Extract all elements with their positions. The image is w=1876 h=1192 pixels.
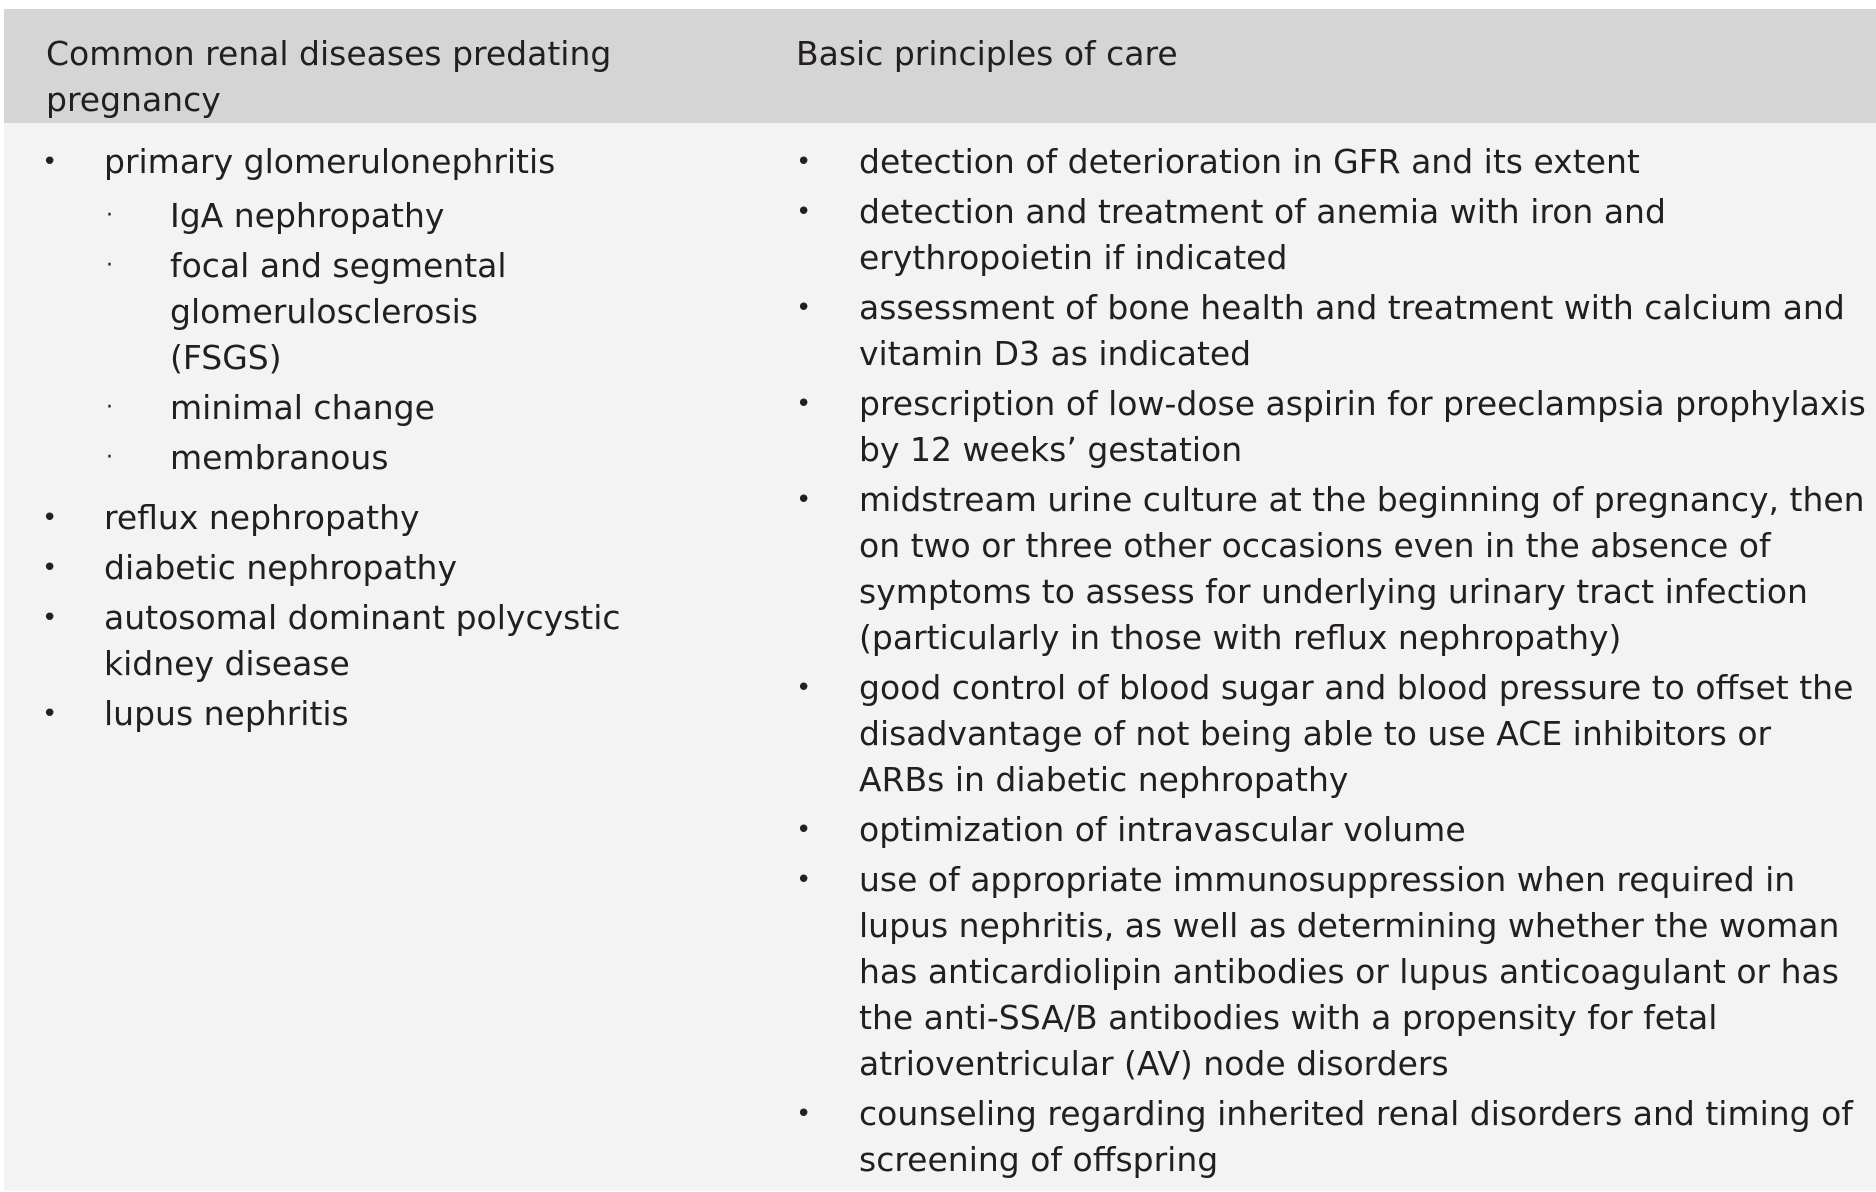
disease-label: diabetic nephropathy <box>104 548 457 587</box>
sub-bullet-icon: · <box>106 253 113 278</box>
bullet-icon: • <box>796 389 812 419</box>
subtype-label: focal and segmental glomerulosclerosis (FSGS) <box>170 246 507 377</box>
bullet-icon: • <box>796 485 812 515</box>
disease-label: reflux nephropathy <box>104 498 420 537</box>
header-principles: Basic principles of care <box>796 34 1178 73</box>
list-item <box>756 139 1866 185</box>
principle-text: good control of blood sugar and blood pressure to offset the disadvantage of not being able to use ACE inhibitors or ARBs in diabetic nephropathy <box>859 668 1854 799</box>
list-item <box>756 381 1866 473</box>
disease-label: primary glomerulonephritis <box>104 142 556 181</box>
list-item <box>4 691 744 737</box>
sub-bullet-icon: · <box>106 203 113 228</box>
list-item <box>756 285 1866 377</box>
bullet-icon: • <box>796 865 812 895</box>
subtype-label: minimal change <box>170 388 435 427</box>
bullet-icon: • <box>796 815 812 845</box>
principle-text: prescription of low-dose aspirin for preeclampsia prophylaxis by 12 weeks’ gestation <box>859 384 1866 469</box>
bullet-icon: • <box>42 503 58 533</box>
list-item <box>4 595 744 687</box>
list-item <box>756 189 1866 281</box>
sub-list-item <box>4 435 744 481</box>
principle-text: optimization of intravascular volume <box>859 810 1466 849</box>
list-item <box>4 545 744 591</box>
bullet-icon: • <box>796 293 812 323</box>
subtype-label: membranous <box>170 438 389 477</box>
subtype-label: IgA nephropathy <box>170 196 445 235</box>
list-item <box>4 139 744 481</box>
sub-list-item <box>4 193 744 239</box>
bullet-icon: • <box>796 1099 812 1129</box>
bullet-icon: • <box>796 673 812 703</box>
principle-text: assessment of bone health and treatment with calcium and vitamin D3 as indicated <box>859 288 1845 373</box>
list-item <box>756 807 1866 853</box>
list-item <box>756 477 1866 661</box>
bullet-icon: • <box>796 197 812 227</box>
sub-list <box>104 193 744 481</box>
renal-care-table <box>4 9 1876 1191</box>
list-item <box>756 665 1866 803</box>
bullet-icon: • <box>42 553 58 583</box>
principles-column <box>756 139 1866 1187</box>
list-item <box>756 1091 1866 1183</box>
diseases-column <box>4 139 744 741</box>
list-item <box>756 857 1866 1087</box>
bullet-icon: • <box>796 147 812 177</box>
sub-list-item <box>4 243 744 381</box>
sub-list-item <box>4 385 744 431</box>
disease-label: autosomal dominant polycystic kidney disease <box>104 598 621 683</box>
principle-text: detection and treatment of anemia with iron and erythropoietin if indicated <box>859 192 1666 277</box>
header-diseases: Common renal diseases predating pregnancy <box>46 34 612 119</box>
principle-text: detection of deterioration in GFR and its extent <box>859 142 1640 181</box>
sub-bullet-icon: · <box>106 445 113 470</box>
disease-label: lupus nephritis <box>104 694 349 733</box>
table-header <box>4 9 1876 123</box>
bullet-icon: • <box>42 699 58 729</box>
list-item <box>4 495 744 541</box>
principle-text: use of appropriate immunosuppression when required in lupus nephritis, as well as determining whether the woman has anticardiolipin antibodies or lupus anticoagulant or has the anti-SSA/B antibodies with a propensity for fetal atrioventricular (AV) node disorders <box>859 860 1840 1083</box>
bullet-icon: • <box>42 603 58 633</box>
bullet-icon: • <box>42 147 58 177</box>
principle-text: counseling regarding inherited renal disorders and timing of screening of offspring <box>859 1094 1853 1179</box>
principle-text: midstream urine culture at the beginning of pregnancy, then on two or three other occasions even in the absence of symptoms to assess for underlying urinary tract infection (particularly in those with reflux nephropathy) <box>859 480 1865 657</box>
sub-bullet-icon: · <box>106 395 113 420</box>
